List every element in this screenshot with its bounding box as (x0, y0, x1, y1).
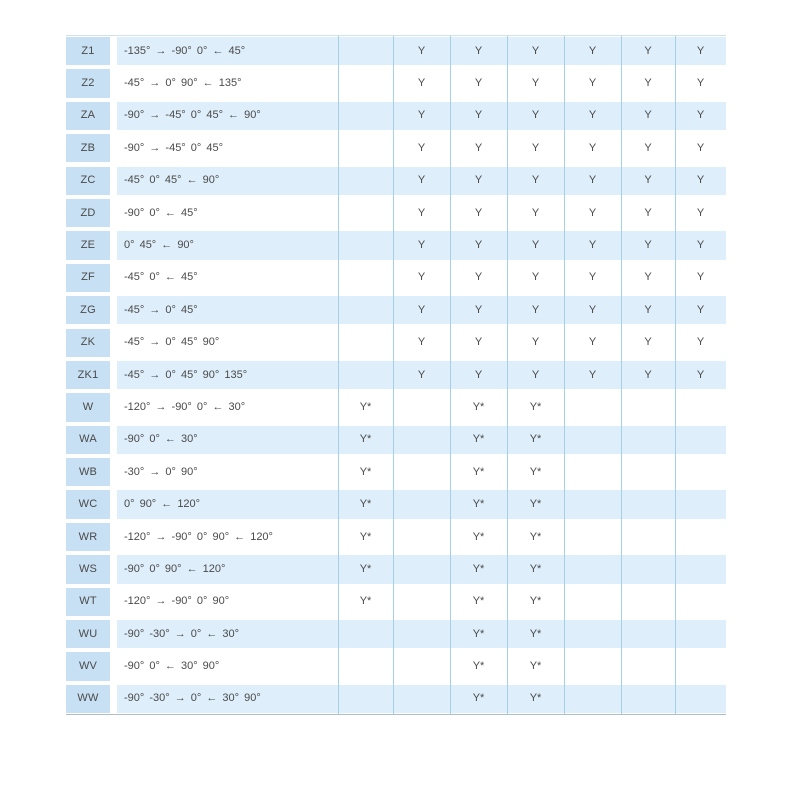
availability-cell: Y (588, 77, 597, 90)
angle-range-cell: -90° → -45° 0° 45° ← 90° (124, 109, 261, 122)
availability-cell (621, 588, 675, 616)
availability-cell (621, 685, 675, 713)
table-row (66, 167, 726, 195)
availability-cell: Y* (472, 562, 485, 575)
availability-cell (393, 490, 450, 518)
code-column-gap (110, 620, 117, 648)
availability-cell: Y (417, 336, 426, 349)
variant-code-cell: Z2 (66, 69, 110, 97)
availability-cell (338, 652, 393, 680)
row-strip (117, 199, 726, 227)
availability-cell (338, 361, 393, 389)
availability-cell: Y (644, 174, 652, 187)
table-row (66, 652, 726, 680)
availability-cell: Y* (359, 562, 372, 575)
availability-cell (621, 523, 675, 551)
row-strip (117, 685, 726, 713)
table-row (66, 231, 726, 259)
availability-cell (675, 523, 726, 551)
availability-cell (564, 620, 621, 648)
availability-cell (675, 555, 726, 583)
availability-cell: Y (474, 77, 483, 90)
availability-cell (675, 620, 726, 648)
angle-range-cell: -120° → -90° 0° 90° (124, 595, 230, 608)
availability-cell (621, 490, 675, 518)
code-column-gap (110, 134, 117, 162)
availability-cell: Y (588, 368, 597, 381)
availability-cell (621, 393, 675, 421)
availability-cell: Y (644, 77, 652, 90)
variant-code-cell: WT (66, 588, 110, 616)
availability-cell: Y* (472, 530, 485, 543)
availability-cell: Y (644, 238, 652, 251)
availability-cell: Y (474, 336, 483, 349)
table-row (66, 588, 726, 616)
angle-variants-table (66, 35, 726, 715)
availability-cell: Y (474, 271, 483, 284)
angle-range-cell: -45° 0° 45° ← 90° (124, 174, 220, 187)
availability-cell: Y* (529, 562, 542, 575)
availability-cell: Y (417, 109, 426, 122)
row-strip (117, 296, 726, 324)
availability-cell (338, 231, 393, 259)
availability-cell: Y (417, 206, 426, 219)
row-strip (117, 69, 726, 97)
availability-cell: Y* (359, 530, 372, 543)
table-row (66, 296, 726, 324)
availability-cell: Y (696, 238, 705, 251)
row-strip (117, 361, 726, 389)
availability-cell (564, 652, 621, 680)
column-separator-line (675, 36, 676, 714)
availability-cell: Y (588, 174, 597, 187)
table-row (66, 134, 726, 162)
row-strip (117, 555, 726, 583)
availability-cell: Y* (359, 595, 372, 608)
availability-cell (621, 620, 675, 648)
code-column-gap (110, 685, 117, 713)
row-strip (117, 167, 726, 195)
availability-cell (564, 458, 621, 486)
availability-cell: Y (588, 44, 597, 57)
availability-cell: Y (588, 303, 597, 316)
variant-code-cell: ZB (66, 134, 110, 162)
availability-cell (338, 167, 393, 195)
availability-cell: Y* (529, 498, 542, 511)
variant-code-cell: ZK (66, 329, 110, 357)
table-row (66, 490, 726, 518)
availability-cell: Y* (472, 400, 485, 413)
availability-cell: Y (417, 271, 426, 284)
availability-cell: Y* (472, 692, 485, 705)
row-strip (117, 329, 726, 357)
row-strip (117, 393, 726, 421)
availability-cell: Y (474, 368, 483, 381)
availability-cell (675, 652, 726, 680)
availability-cell: Y (644, 109, 652, 122)
variant-code-cell: WB (66, 458, 110, 486)
code-column-gap (110, 490, 117, 518)
code-column-gap (110, 523, 117, 551)
availability-cell (393, 393, 450, 421)
availability-cell (564, 490, 621, 518)
availability-cell (338, 620, 393, 648)
code-column-gap (110, 329, 117, 357)
availability-cell: Y (696, 44, 705, 57)
availability-cell (338, 69, 393, 97)
table-row (66, 393, 726, 421)
variant-code-cell: ZC (66, 167, 110, 195)
availability-cell: Y* (472, 660, 485, 673)
column-separator-line (564, 36, 565, 714)
angle-range-cell: -120° → -90° 0° 90° ← 120° (124, 530, 273, 543)
availability-cell: Y (696, 336, 705, 349)
code-column-gap (110, 426, 117, 454)
angle-range-cell: -30° → 0° 90° (124, 465, 198, 478)
table-row (66, 555, 726, 583)
availability-cell: Y (644, 141, 652, 154)
angle-range-cell: -90° -30° → 0° ← 30° (124, 627, 240, 640)
availability-cell: Y (417, 303, 426, 316)
availability-cell: Y (696, 141, 705, 154)
angle-range-cell: -45° → 0° 45° (124, 303, 198, 316)
availability-cell (564, 555, 621, 583)
availability-cell (564, 426, 621, 454)
availability-cell (564, 685, 621, 713)
availability-cell: Y* (529, 595, 542, 608)
table-row (66, 37, 726, 65)
availability-cell (338, 199, 393, 227)
availability-cell (338, 37, 393, 65)
availability-cell (393, 523, 450, 551)
availability-cell (393, 685, 450, 713)
angle-range-cell: -90° 0° ← 30° 90° (124, 660, 220, 673)
angle-range-cell: -90° 0° ← 30° (124, 433, 198, 446)
availability-cell (564, 588, 621, 616)
availability-cell: Y (588, 141, 597, 154)
angle-range-cell: 0° 90° ← 120° (124, 498, 201, 511)
availability-cell (675, 458, 726, 486)
code-column-gap (110, 458, 117, 486)
code-column-gap (110, 652, 117, 680)
availability-cell: Y (696, 271, 705, 284)
row-strip (117, 264, 726, 292)
angle-range-cell: -90° → -45° 0° 45° (124, 141, 223, 154)
availability-cell (338, 329, 393, 357)
availability-cell: Y (588, 238, 597, 251)
angle-range-cell: -45° → 0° 45° 90° 135° (124, 368, 248, 381)
variant-code-cell: WS (66, 555, 110, 583)
code-column-gap (110, 37, 117, 65)
availability-cell: Y (644, 336, 652, 349)
availability-cell: Y* (529, 400, 542, 413)
variant-code-cell: WR (66, 523, 110, 551)
row-strip (117, 102, 726, 130)
variant-code-cell: W (66, 393, 110, 421)
angle-range-cell: -45° → 0° 45° 90° (124, 336, 220, 349)
angle-range-cell: -135° → -90° 0° ← 45° (124, 44, 246, 57)
column-separator-line (450, 36, 451, 714)
table-row (66, 361, 726, 389)
availability-cell: Y (588, 336, 597, 349)
availability-cell: Y* (529, 627, 542, 640)
code-column-gap (110, 69, 117, 97)
availability-cell: Y (588, 109, 597, 122)
availability-cell: Y (696, 77, 705, 90)
code-column-gap (110, 199, 117, 227)
availability-cell: Y (531, 77, 540, 90)
availability-cell: Y (531, 174, 540, 187)
availability-cell: Y (696, 303, 705, 316)
availability-cell: Y* (472, 498, 485, 511)
availability-cell: Y (417, 368, 426, 381)
row-strip (117, 652, 726, 680)
availability-cell: Y (417, 238, 426, 251)
availability-cell: Y (531, 44, 540, 57)
availability-cell: Y (474, 109, 483, 122)
code-column-gap (110, 231, 117, 259)
code-column-gap (110, 588, 117, 616)
availability-cell (338, 296, 393, 324)
row-strip (117, 37, 726, 65)
code-column-gap (110, 102, 117, 130)
row-strip (117, 134, 726, 162)
availability-cell: Y (417, 77, 426, 90)
availability-cell (564, 393, 621, 421)
variant-code-cell: ZF (66, 264, 110, 292)
column-separator-line (393, 36, 394, 714)
table-row (66, 264, 726, 292)
availability-cell (675, 490, 726, 518)
availability-cell: Y (696, 368, 705, 381)
availability-cell: Y* (359, 400, 372, 413)
availability-cell (621, 426, 675, 454)
availability-cell: Y* (359, 465, 372, 478)
variant-code-cell: ZK1 (66, 361, 110, 389)
code-column-gap (110, 555, 117, 583)
availability-cell: Y* (529, 465, 542, 478)
availability-cell (393, 620, 450, 648)
availability-cell: Y (644, 271, 652, 284)
availability-cell: Y (588, 206, 597, 219)
availability-cell: Y (531, 303, 540, 316)
angle-range-cell: -90° 0° ← 45° (124, 206, 198, 219)
availability-cell: Y* (529, 660, 542, 673)
availability-cell: Y (696, 174, 705, 187)
variant-code-cell: WW (66, 685, 110, 713)
table-rows (66, 36, 726, 714)
availability-cell (338, 264, 393, 292)
availability-cell (393, 652, 450, 680)
variant-code-cell: ZG (66, 296, 110, 324)
column-separator-line (507, 36, 508, 714)
availability-cell: Y* (529, 530, 542, 543)
availability-cell: Y* (529, 433, 542, 446)
column-separator-line (338, 36, 339, 714)
row-strip (117, 620, 726, 648)
availability-cell: Y (531, 368, 540, 381)
availability-cell: Y (696, 109, 705, 122)
availability-cell: Y (531, 141, 540, 154)
table-row (66, 620, 726, 648)
availability-cell: Y (531, 238, 540, 251)
availability-cell (564, 523, 621, 551)
availability-cell (621, 652, 675, 680)
variant-code-cell: WU (66, 620, 110, 648)
code-column-gap (110, 361, 117, 389)
row-strip (117, 523, 726, 551)
availability-cell: Y (474, 174, 483, 187)
availability-cell: Y (474, 44, 483, 57)
variant-code-cell: ZE (66, 231, 110, 259)
availability-cell: Y (644, 368, 652, 381)
availability-cell (675, 426, 726, 454)
availability-cell: Y* (472, 433, 485, 446)
availability-cell (393, 426, 450, 454)
table-row (66, 69, 726, 97)
variant-code-cell: ZD (66, 199, 110, 227)
availability-cell (675, 393, 726, 421)
availability-cell: Y (696, 206, 705, 219)
angle-range-cell: -120° → -90° 0° ← 30° (124, 400, 246, 413)
angle-range-cell: -45° 0° ← 45° (124, 271, 198, 284)
availability-cell (621, 555, 675, 583)
availability-cell: Y (588, 271, 597, 284)
table-row (66, 685, 726, 713)
variant-code-cell: Z1 (66, 37, 110, 65)
availability-cell: Y (644, 206, 652, 219)
availability-cell: Y* (472, 595, 485, 608)
availability-cell: Y (531, 336, 540, 349)
code-column-gap (110, 296, 117, 324)
angle-range-cell: -90° -30° → 0° ← 30° 90° (124, 692, 261, 705)
variant-code-cell: WC (66, 490, 110, 518)
availability-cell: Y (474, 238, 483, 251)
availability-cell: Y (417, 141, 426, 154)
angle-range-cell: -90° 0° 90° ← 120° (124, 562, 226, 575)
availability-cell: Y* (359, 498, 372, 511)
row-strip (117, 490, 726, 518)
availability-cell (393, 588, 450, 616)
availability-cell: Y (644, 303, 652, 316)
availability-cell: Y (531, 271, 540, 284)
availability-cell: Y (474, 206, 483, 219)
column-separator-line (621, 36, 622, 714)
availability-cell (338, 102, 393, 130)
table-row (66, 329, 726, 357)
availability-cell: Y* (472, 627, 485, 640)
table-row (66, 199, 726, 227)
variant-code-cell: WA (66, 426, 110, 454)
variant-code-cell: ZA (66, 102, 110, 130)
availability-cell: Y (417, 174, 426, 187)
availability-cell: Y (417, 44, 426, 57)
table-row (66, 426, 726, 454)
availability-cell (393, 458, 450, 486)
availability-cell: Y* (359, 433, 372, 446)
availability-cell: Y* (529, 692, 542, 705)
table-row (66, 102, 726, 130)
availability-cell: Y (474, 141, 483, 154)
row-strip (117, 426, 726, 454)
availability-cell: Y (644, 44, 652, 57)
row-strip (117, 588, 726, 616)
table-row (66, 458, 726, 486)
availability-cell: Y (531, 109, 540, 122)
code-column-gap (110, 167, 117, 195)
code-column-gap (110, 393, 117, 421)
code-column-gap (110, 264, 117, 292)
availability-cell (675, 588, 726, 616)
availability-cell: Y* (472, 465, 485, 478)
availability-cell: Y (474, 303, 483, 316)
row-strip (117, 231, 726, 259)
availability-cell (393, 555, 450, 583)
availability-cell (338, 134, 393, 162)
availability-cell: Y (531, 206, 540, 219)
angle-range-cell: -45° → 0° 90° ← 135° (124, 77, 242, 90)
row-strip (117, 458, 726, 486)
availability-cell (675, 685, 726, 713)
variant-code-cell: WV (66, 652, 110, 680)
availability-cell (338, 685, 393, 713)
availability-cell (621, 458, 675, 486)
table-row (66, 523, 726, 551)
angle-range-cell: 0° 45° ← 90° (124, 238, 194, 251)
